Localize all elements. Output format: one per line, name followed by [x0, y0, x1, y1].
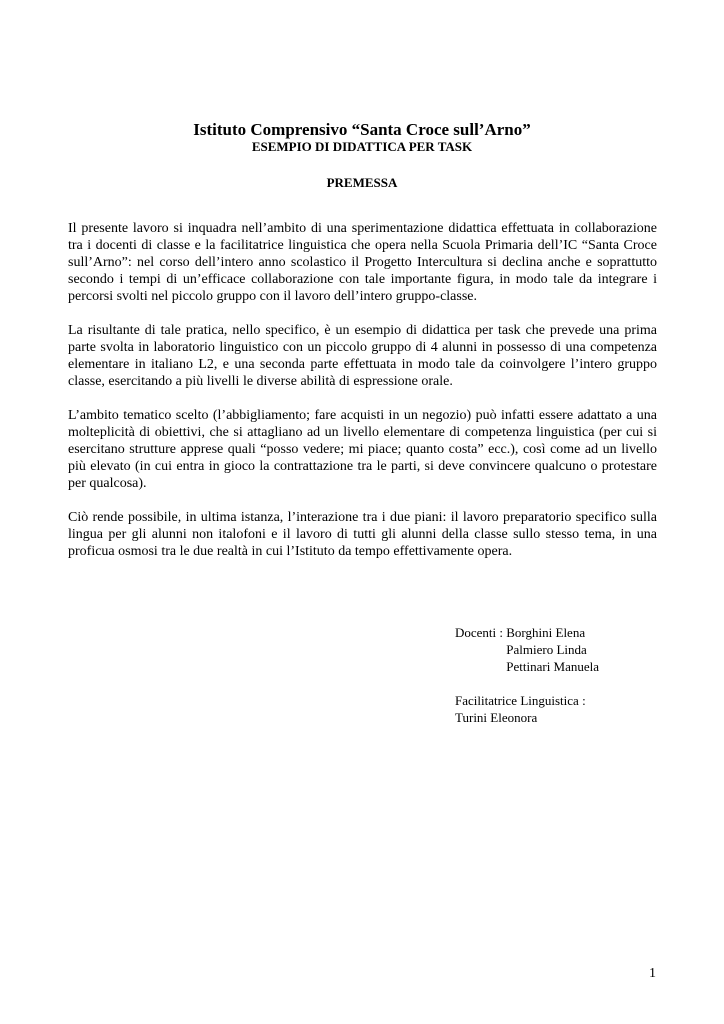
docenti-row: [455, 624, 695, 675]
facilitatrice-block: [455, 692, 695, 726]
paragraph-3: L’ambito tematico scelto (l’abbigliamento; fare acquisti in un negozio) può infatti essere adattato a una molteplicità di obiettivi, che si attagliano ad un livello elementare di competenza linguistica (per cui si esercitano strutture apprese quali “posso vedere; mi piace; quanto costa” ecc.), così come ad un livello più elevato (in cui entra in gioco la contrattazione tra le parti, si deve convincere qualcuno o protestare per qualcosa).: [68, 408, 657, 491]
docenti-label: Docenti :: [455, 625, 507, 640]
docente-name: Pettinari Manuela: [506, 659, 600, 674]
document-body: [68, 220, 657, 577]
facilitatrice-name: Turini Eleonora: [455, 710, 538, 725]
docente-name: Borghini Elena: [506, 625, 586, 640]
page-number: 1: [649, 966, 656, 981]
docenti-list: [506, 624, 599, 675]
paragraph-2: La risultante di tale pratica, nello specifico, è un esempio di didattica per task che prevede una prima parte svolta in laboratorio linguistico con un piccolo gruppo di 4 alunni in possesso di una competenza elementare in italiano L2, e una seconda parte effettuata in modo tale da coinvolgere l’intero gruppo classe, esercitando a più livelli le diverse abilità di espressione orale.: [68, 323, 657, 389]
docente-name: Palmiero Linda: [506, 642, 587, 657]
facilitatrice-label: Facilitatrice Linguistica :: [455, 693, 586, 708]
signature-block: [455, 624, 695, 726]
section-heading: PREMESSA: [326, 175, 398, 190]
paragraph-1: Il presente lavoro si inquadra nell’ambito di una sperimentazione didattica effettuata in collaborazione tra i docenti di classe e la facilitatrice linguistica che opera nella Scuola Primaria dell’IC “Santa Croce sull’Arno”: nel corso dell’intero anno scolastico il Progetto Intercultura si declina anche e soprattutto secondo i tempi di un’efficace collaborazione con tale importante figura, in modo tale da integrare i percorsi svolti nel piccolo gruppo con il lavoro dell’intero gruppo-classe.: [68, 221, 657, 304]
page-title: Istituto Comprensivo “Santa Croce sull’Arno”: [193, 120, 531, 139]
page-subtitle: ESEMPIO DI DIDATTICA PER TASK: [251, 139, 473, 154]
paragraph-4: Ciò rende possibile, in ultima istanza, l’interazione tra i due piani: il lavoro preparatorio specifico sulla lingua per gli alunni non italofoni e il lavoro di tutti gli alunni della classe sullo stesso tema, in una proficua osmosi tra le due realtà in cui l’Istituto da tempo effettivamente opera.: [68, 510, 657, 559]
